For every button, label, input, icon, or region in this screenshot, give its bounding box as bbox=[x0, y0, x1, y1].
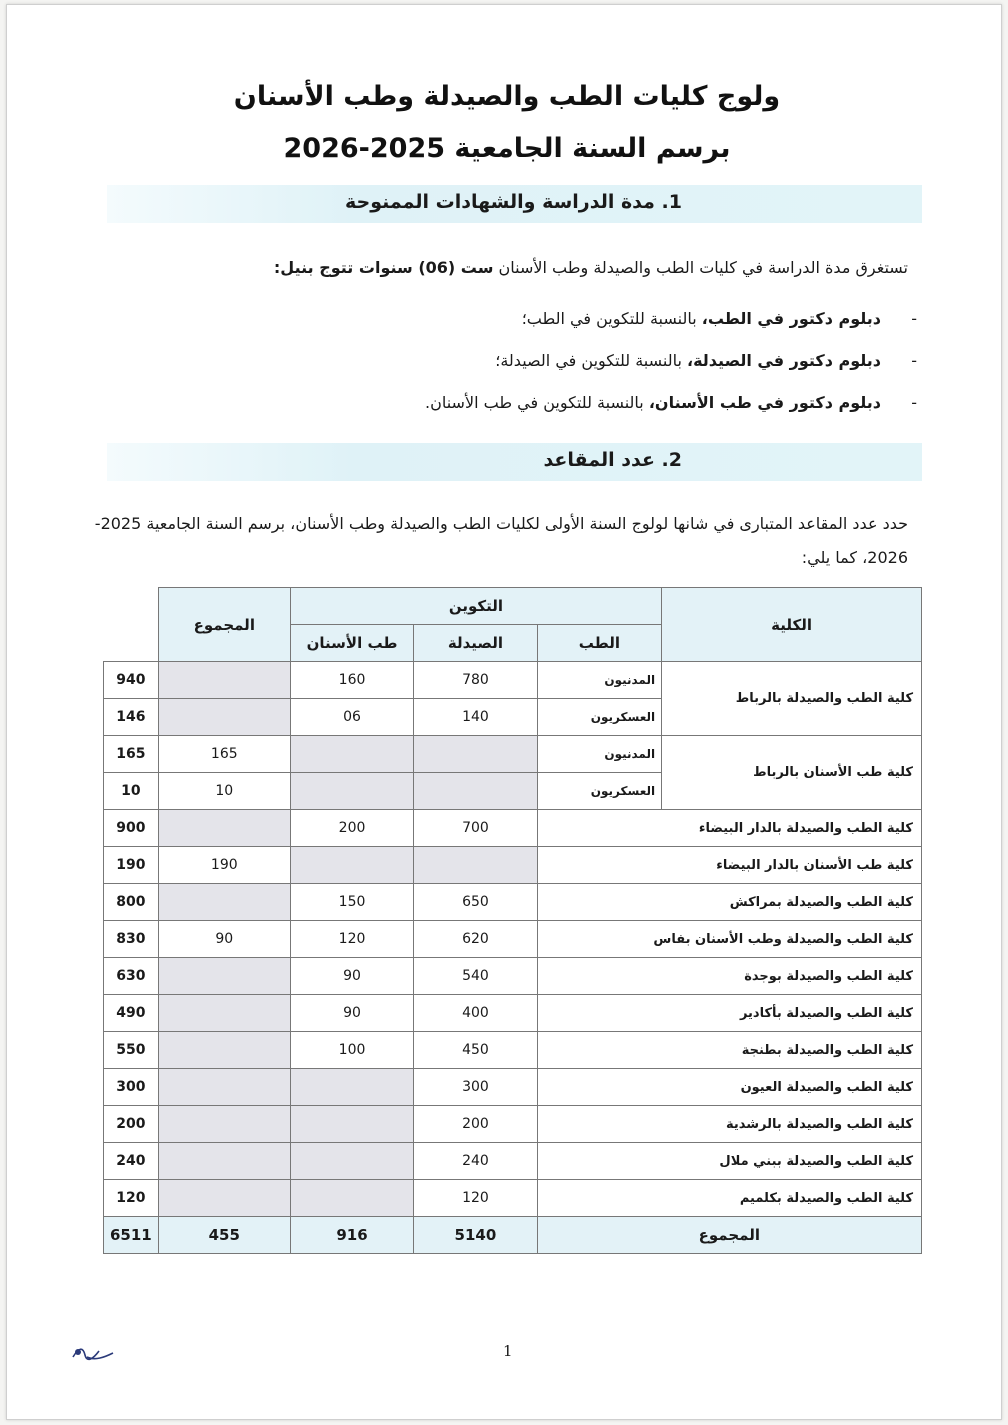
faculty-cell: كلية الطب والصيدلة بوجدة bbox=[537, 958, 921, 995]
section-1-intro bbox=[88, 251, 908, 285]
total-cell: 630 bbox=[104, 958, 159, 995]
document-subtitle: برسم السنة الجامعية 2025-2026 bbox=[283, 133, 731, 164]
total-cell: 120 bbox=[104, 1180, 159, 1217]
medicine-cell: 120 bbox=[414, 1180, 537, 1217]
faculty-cell: كلية طب الأسنان بالرباط bbox=[662, 736, 922, 810]
faculty-cell: كلية الطب والصيدلة العيون bbox=[537, 1069, 921, 1106]
pharmacy-cell bbox=[290, 1069, 413, 1106]
medicine-cell: 200 bbox=[414, 1106, 537, 1143]
document-page bbox=[6, 4, 1002, 1420]
bullet-item: - دبلوم دكتور في الطب، بالنسبة للتكوين في الطب؛ bbox=[521, 309, 917, 328]
seats-table bbox=[103, 587, 922, 1254]
medicine-cell: 540 bbox=[414, 958, 537, 995]
pharmacy-cell: 120 bbox=[290, 921, 413, 958]
pharmacy-cell bbox=[290, 1143, 413, 1180]
pharmacy-cell: 200 bbox=[290, 810, 413, 847]
table-row bbox=[104, 958, 922, 995]
header-dentistry: طب الأسنان bbox=[290, 625, 413, 662]
faculty-cell: كلية الطب والصيدلة بمراكش bbox=[537, 884, 921, 921]
faculty-cell: كلية الطب والصيدلة وطب الأسنان بفاس bbox=[537, 921, 921, 958]
medicine-cell bbox=[414, 773, 537, 810]
total-cell: 830 bbox=[104, 921, 159, 958]
total-dentistry: 455 bbox=[158, 1217, 290, 1254]
section-2-intro: حدد عدد المقاعد المتبارى في شانها لولوج السنة الأولى لكليات الطب والصيدلة وطب الأسنان، برسم السنة الجامعية 2025-2026، كما يلي: bbox=[94, 514, 908, 567]
totals-label: المجموع bbox=[537, 1217, 921, 1254]
dentistry-cell bbox=[158, 1069, 290, 1106]
dentistry-cell bbox=[158, 662, 290, 699]
table-row bbox=[104, 1069, 922, 1106]
table-row bbox=[104, 1106, 922, 1143]
faculty-cell: كلية طب الأسنان بالدار البيضاء bbox=[537, 847, 921, 884]
dentistry-cell: 90 bbox=[158, 921, 290, 958]
total-cell: 190 bbox=[104, 847, 159, 884]
table-row bbox=[104, 995, 922, 1032]
table-row bbox=[104, 847, 922, 884]
pharmacy-cell bbox=[290, 736, 413, 773]
totals-row bbox=[104, 1217, 922, 1254]
header-training: التكوين bbox=[290, 588, 661, 625]
header-medicine: الطب bbox=[537, 625, 661, 662]
medicine-cell: 620 bbox=[414, 921, 537, 958]
dentistry-cell bbox=[158, 884, 290, 921]
faculty-cell: كلية الطب والصيدلة بالدار البيضاء bbox=[537, 810, 921, 847]
table-row bbox=[104, 736, 922, 773]
sub-category-cell: المدنيون bbox=[537, 662, 661, 699]
sub-category-cell: العسكريون bbox=[537, 699, 661, 736]
dentistry-cell bbox=[158, 810, 290, 847]
faculty-cell: كلية الطب والصيدلة ببني ملال bbox=[537, 1143, 921, 1180]
pharmacy-cell bbox=[290, 847, 413, 884]
faculty-cell: كلية الطب والصيدلة بالرشدية bbox=[537, 1106, 921, 1143]
medicine-cell: 140 bbox=[414, 699, 537, 736]
total-cell: 940 bbox=[104, 662, 159, 699]
page-number: 1 bbox=[503, 1342, 513, 1360]
header-pharmacy: الصيدلة bbox=[414, 625, 537, 662]
table-row bbox=[104, 810, 922, 847]
pharmacy-cell bbox=[290, 773, 413, 810]
dentistry-cell: 190 bbox=[158, 847, 290, 884]
medicine-cell: 700 bbox=[414, 810, 537, 847]
grand-total: 6511 bbox=[104, 1217, 159, 1254]
pharmacy-cell bbox=[290, 1106, 413, 1143]
pharmacy-cell: 06 bbox=[290, 699, 413, 736]
dentistry-cell: 10 bbox=[158, 773, 290, 810]
medicine-cell: 780 bbox=[414, 662, 537, 699]
total-medicine: 5140 bbox=[414, 1217, 537, 1254]
total-cell: 490 bbox=[104, 995, 159, 1032]
bullet-text: بالنسبة للتكوين في الصيدلة؛ bbox=[495, 351, 687, 370]
dentistry-cell bbox=[158, 1180, 290, 1217]
table-row bbox=[104, 884, 922, 921]
dentistry-cell bbox=[158, 1106, 290, 1143]
bullet-item: - دبلوم دكتور في طب الأسنان، بالنسبة للتكوين في طب الأسنان. bbox=[425, 393, 917, 412]
table-row bbox=[104, 662, 922, 699]
pharmacy-cell: 150 bbox=[290, 884, 413, 921]
pharmacy-cell: 90 bbox=[290, 958, 413, 995]
total-cell: 900 bbox=[104, 810, 159, 847]
header-faculty: الكلية bbox=[662, 588, 922, 662]
medicine-cell: 450 bbox=[414, 1032, 537, 1069]
table-row bbox=[104, 921, 922, 958]
medicine-cell bbox=[414, 736, 537, 773]
pharmacy-cell bbox=[290, 1180, 413, 1217]
total-cell: 200 bbox=[104, 1106, 159, 1143]
table-row bbox=[104, 1180, 922, 1217]
total-cell: 240 bbox=[104, 1143, 159, 1180]
section-1-banner bbox=[107, 185, 922, 223]
table-row bbox=[104, 1032, 922, 1069]
medicine-cell bbox=[414, 847, 537, 884]
section-1-intro-bold: ست (06) سنوات تتوج بنيل: bbox=[273, 258, 494, 277]
pharmacy-cell: 100 bbox=[290, 1032, 413, 1069]
total-cell: 800 bbox=[104, 884, 159, 921]
bullet-bold: دبلوم دكتور في طب الأسنان، bbox=[648, 393, 881, 412]
total-cell: 550 bbox=[104, 1032, 159, 1069]
medicine-cell: 300 bbox=[414, 1069, 537, 1106]
faculty-cell: كلية الطب والصيدلة بالرباط bbox=[662, 662, 922, 736]
pharmacy-cell: 160 bbox=[290, 662, 413, 699]
total-cell: 146 bbox=[104, 699, 159, 736]
medicine-cell: 240 bbox=[414, 1143, 537, 1180]
signature-mark bbox=[69, 1343, 117, 1363]
section-2-banner bbox=[107, 443, 922, 481]
sub-category-cell: المدنيون bbox=[537, 736, 661, 773]
header-total: المجموع bbox=[158, 588, 290, 662]
section-1-heading: 1. مدة الدراسة والشهادات الممنوحة bbox=[345, 191, 682, 213]
sub-category-cell: العسكريون bbox=[537, 773, 661, 810]
bullet-item: - دبلوم دكتور في الصيدلة، بالنسبة للتكوين في الصيدلة؛ bbox=[495, 351, 917, 370]
medicine-cell: 400 bbox=[414, 995, 537, 1032]
dentistry-cell bbox=[158, 1032, 290, 1069]
dentistry-cell: 165 bbox=[158, 736, 290, 773]
total-cell: 165 bbox=[104, 736, 159, 773]
total-cell: 10 bbox=[104, 773, 159, 810]
bullet-text: بالنسبة للتكوين في طب الأسنان. bbox=[425, 393, 649, 412]
bullet-text: بالنسبة للتكوين في الطب؛ bbox=[521, 309, 702, 328]
dentistry-cell bbox=[158, 699, 290, 736]
faculty-cell: كلية الطب والصيدلة بطنجة bbox=[537, 1032, 921, 1069]
section-2-heading: 2. عدد المقاعد bbox=[543, 449, 682, 471]
medicine-cell: 650 bbox=[414, 884, 537, 921]
faculty-cell: كلية الطب والصيدلة بكلميم bbox=[537, 1180, 921, 1217]
bullet-bold: دبلوم دكتور في الصيدلة، bbox=[687, 351, 881, 370]
faculty-cell: كلية الطب والصيدلة بأكادير bbox=[537, 995, 921, 1032]
pharmacy-cell: 90 bbox=[290, 995, 413, 1032]
total-pharmacy: 916 bbox=[290, 1217, 413, 1254]
table-row bbox=[104, 1143, 922, 1180]
dentistry-cell bbox=[158, 958, 290, 995]
document-title: ولوج كليات الطب والصيدلة وطب الأسنان bbox=[233, 81, 781, 112]
total-cell: 300 bbox=[104, 1069, 159, 1106]
dentistry-cell bbox=[158, 995, 290, 1032]
seats-table-body bbox=[104, 662, 922, 1254]
section-1-intro-plain: تستغرق مدة الدراسة في كليات الطب والصيدلة وطب الأسنان bbox=[493, 258, 908, 277]
bullet-bold: دبلوم دكتور في الطب، bbox=[701, 309, 881, 328]
dentistry-cell bbox=[158, 1143, 290, 1180]
